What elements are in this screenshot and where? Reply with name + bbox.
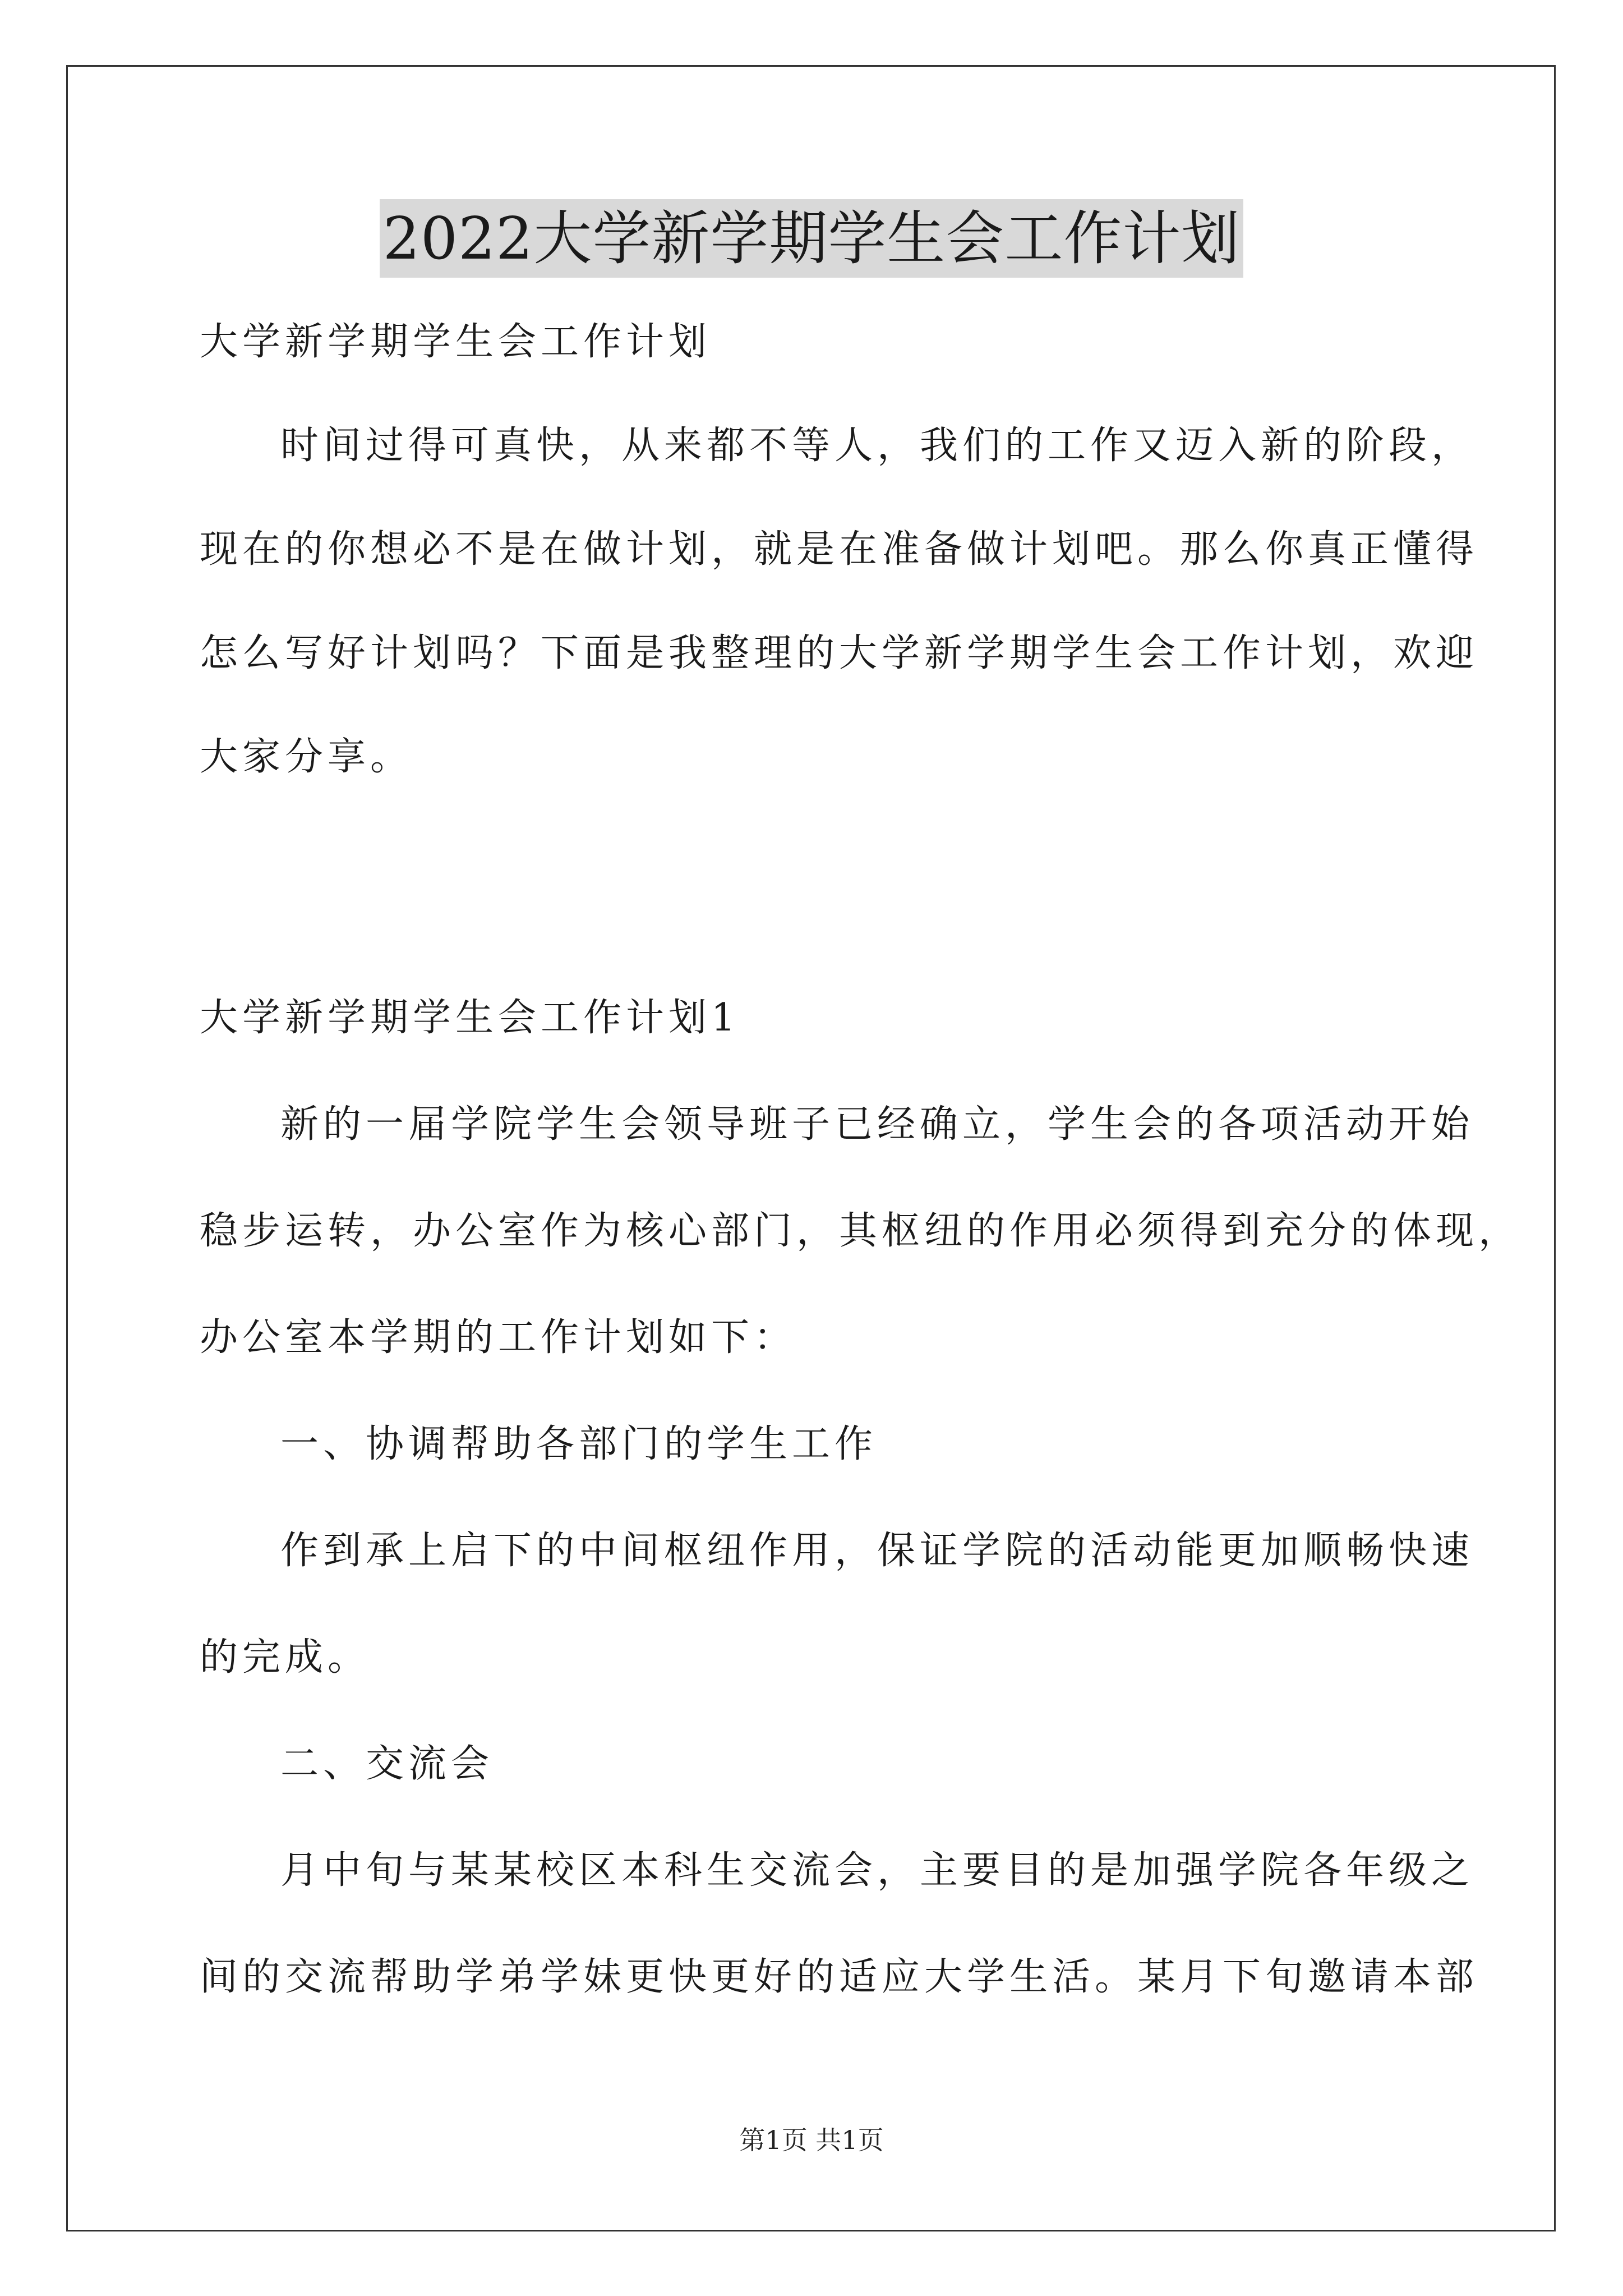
intro-paragraph-line: 大家分享。: [200, 735, 413, 779]
body-paragraph-line: 的完成。: [200, 1635, 371, 1680]
body-paragraph-line: 作到承上启下的中间枢纽作用，保证学院的活动能更加顺畅快速: [280, 1529, 1474, 1573]
intro-paragraph-line: 怎么写好计划吗？下面是我整理的大学新学期学生会工作计划，欢迎: [200, 631, 1479, 675]
page-number-footer: 第1页 共1页: [739, 2125, 884, 2155]
item-heading-2: 二、交流会: [280, 1742, 494, 1786]
intro-paragraph-line: 时间过得可真快，从来都不等人，我们的工作又迈入新的阶段，: [280, 424, 1474, 468]
body-paragraph-line: 月中旬与某某校区本科生交流会，主要目的是加强学院各年级之: [280, 1848, 1474, 1893]
document-title: 2022大学新学期学生会工作计划: [380, 199, 1244, 278]
section-heading: 大学新学期学生会工作计划1: [200, 996, 740, 1040]
body-paragraph-line: 新的一届学院学生会领导班子已经确立，学生会的各项活动开始: [280, 1102, 1474, 1147]
item-heading-1: 一、协调帮助各部门的学生工作: [280, 1422, 878, 1466]
title-container: [0, 199, 1623, 278]
body-paragraph-line: 稳步运转，办公室作为核心部门，其枢纽的作用必须得到充分的体现，: [200, 1209, 1521, 1253]
intro-paragraph-line: 现在的你想必不是在做计划，就是在准备做计划吧。那么你真正懂得: [200, 527, 1479, 572]
body-paragraph-line: 间的交流帮助学弟学妹更快更好的适应大学生活。某月下旬邀请本部: [200, 1955, 1479, 1999]
subtitle-line: 大学新学期学生会工作计划: [200, 320, 712, 364]
body-paragraph-line: 办公室本学期的工作计划如下：: [200, 1315, 797, 1360]
